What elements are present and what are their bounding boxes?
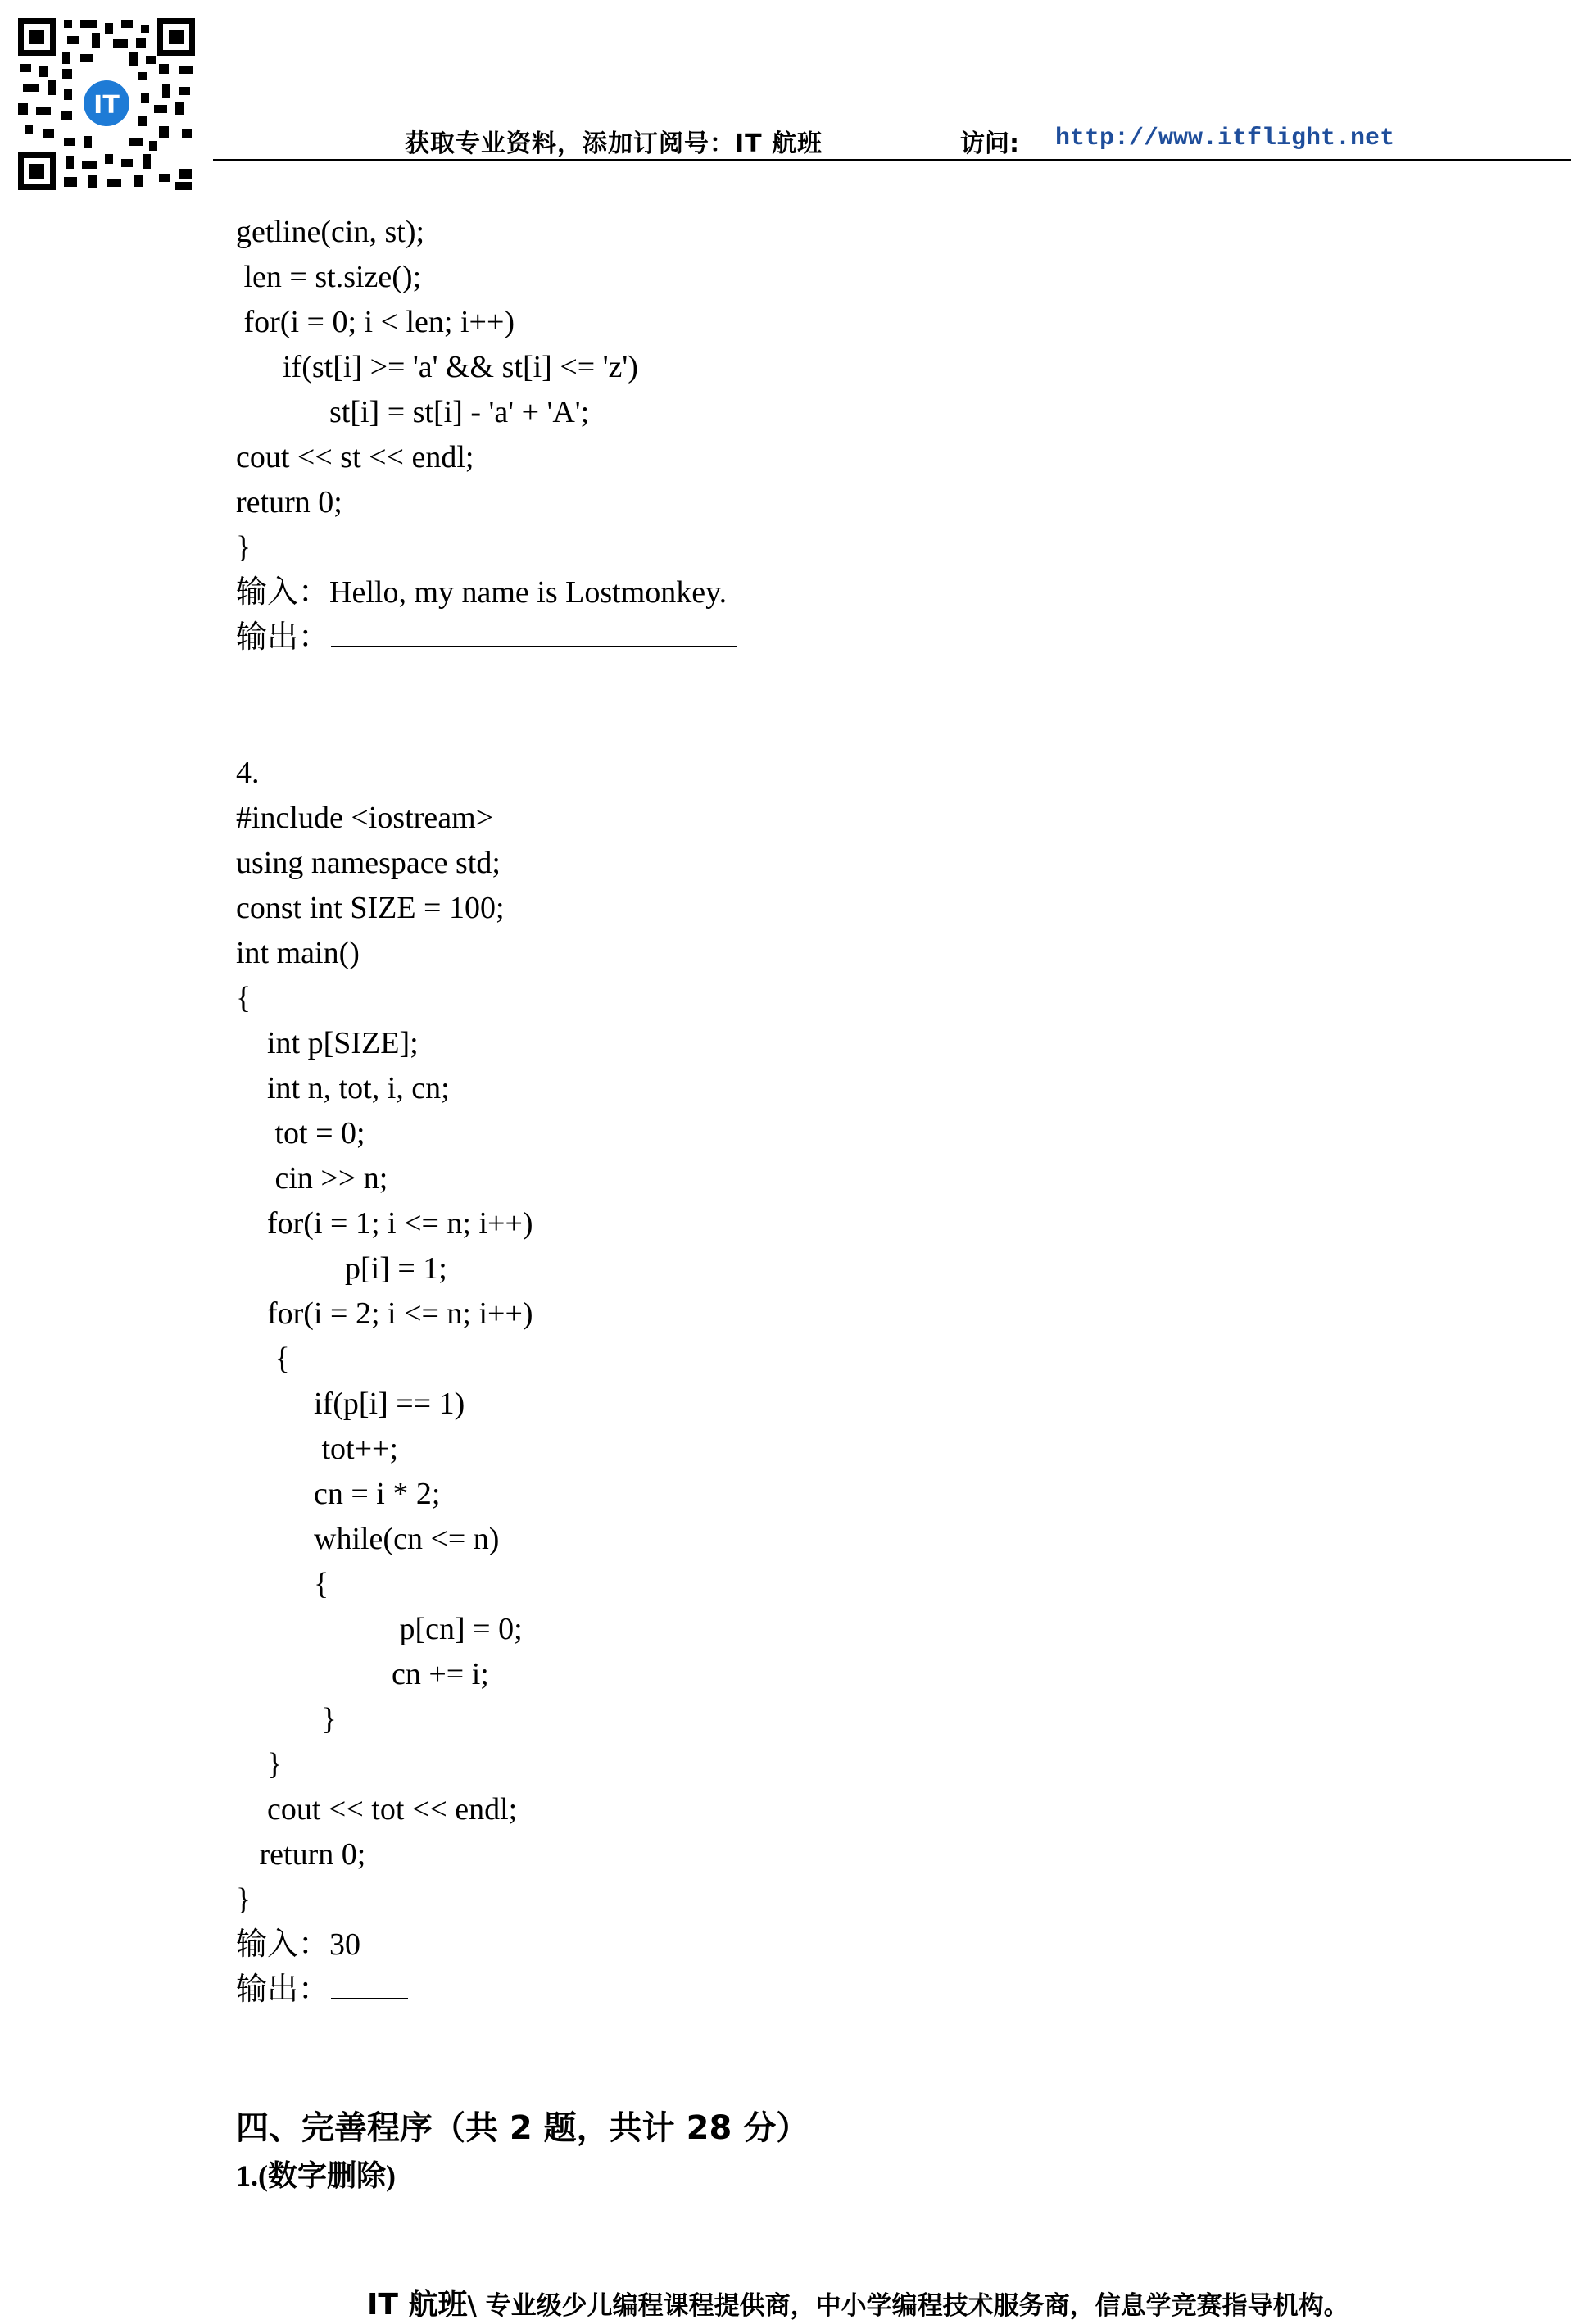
header-divider [213, 159, 1571, 161]
input-value: 30 [329, 1927, 361, 1962]
code-line: { [236, 1341, 290, 1376]
output-line [236, 615, 1465, 660]
input-line [236, 1922, 1465, 1968]
code-line: cn = i * 2; [236, 1477, 441, 1511]
problem-number: 4. [236, 756, 260, 790]
code-line: } [236, 1747, 283, 1782]
code-line: } [236, 530, 252, 565]
code-line: for(i = 0; i < len; i++) [236, 305, 515, 339]
footer-brand: IT 航班 [367, 2288, 468, 2322]
code-line: return 0; [236, 485, 342, 520]
code-line: tot = 0; [236, 1116, 365, 1151]
header-visit-label: 访问: [960, 129, 1019, 158]
svg-text:IT: IT [93, 91, 120, 120]
input-label: 输入： [236, 575, 330, 610]
code-line: getline(cin, st); [236, 215, 425, 249]
input-value: Hello, my name is Lostmonkey. [329, 575, 728, 610]
code-line: cin >> n; [236, 1161, 388, 1196]
code-line: p[i] = 1; [236, 1251, 447, 1286]
code-line: st[i] = st[i] - 'a' + 'A'; [236, 395, 590, 429]
code-line: cout << tot << endl; [236, 1792, 518, 1827]
code-line: p[cn] = 0; [236, 1612, 523, 1646]
code-line: cout << st << endl; [236, 440, 474, 474]
code-line: cn += i; [236, 1657, 489, 1691]
footer-text: \ 专业级少儿编程课程提供商，中小学编程技术服务商，信息学竞赛指导机构。 [467, 2291, 1349, 2321]
qr-code [15, 15, 198, 193]
input-label: 输入： [236, 1927, 330, 1962]
code-line: } [236, 1702, 337, 1736]
code-line: { [236, 981, 252, 1015]
code-line: return 0; [236, 1837, 366, 1872]
code-line: int p[SIZE]; [236, 1026, 419, 1060]
code-line: tot++; [236, 1432, 399, 1466]
code-line: for(i = 1; i <= n; i++) [236, 1206, 533, 1241]
problem-subtitle: 1.(数字删除) [236, 2159, 396, 2192]
code-line: { [236, 1567, 329, 1601]
code-line: int n, tot, i, cn; [236, 1071, 450, 1105]
code-line: len = st.size(); [236, 260, 422, 294]
output-label: 输出： [236, 620, 330, 655]
section-title: 四、完善程序（共 2 题，共计 28 分） [236, 2109, 809, 2147]
code-line: int main() [236, 936, 360, 970]
answer-blank[interactable] [331, 618, 737, 647]
input-line [236, 570, 1465, 615]
output-label: 输出： [236, 1972, 330, 2007]
header-slogan: 获取专业资料，添加订阅号：IT 航班 [405, 129, 823, 158]
code-line: } [236, 1882, 252, 1917]
footer [367, 2281, 1349, 2323]
code-line: if(p[i] == 1) [236, 1387, 465, 1421]
code-line: for(i = 2; i <= n; i++) [236, 1296, 533, 1331]
code-line: #include <iostream> [236, 801, 494, 835]
answer-blank[interactable] [331, 1970, 408, 1999]
output-line [236, 1968, 1465, 2013]
document-body [236, 210, 1465, 2199]
code-line: while(cn <= n) [236, 1522, 500, 1556]
code-line: const int SIZE = 100; [236, 891, 505, 925]
code-line: if(st[i] >= 'a' && st[i] <= 'z') [236, 350, 638, 384]
header-url-link[interactable]: http://www.itflight.net [1055, 125, 1395, 152]
code-line: using namespace std; [236, 846, 501, 880]
